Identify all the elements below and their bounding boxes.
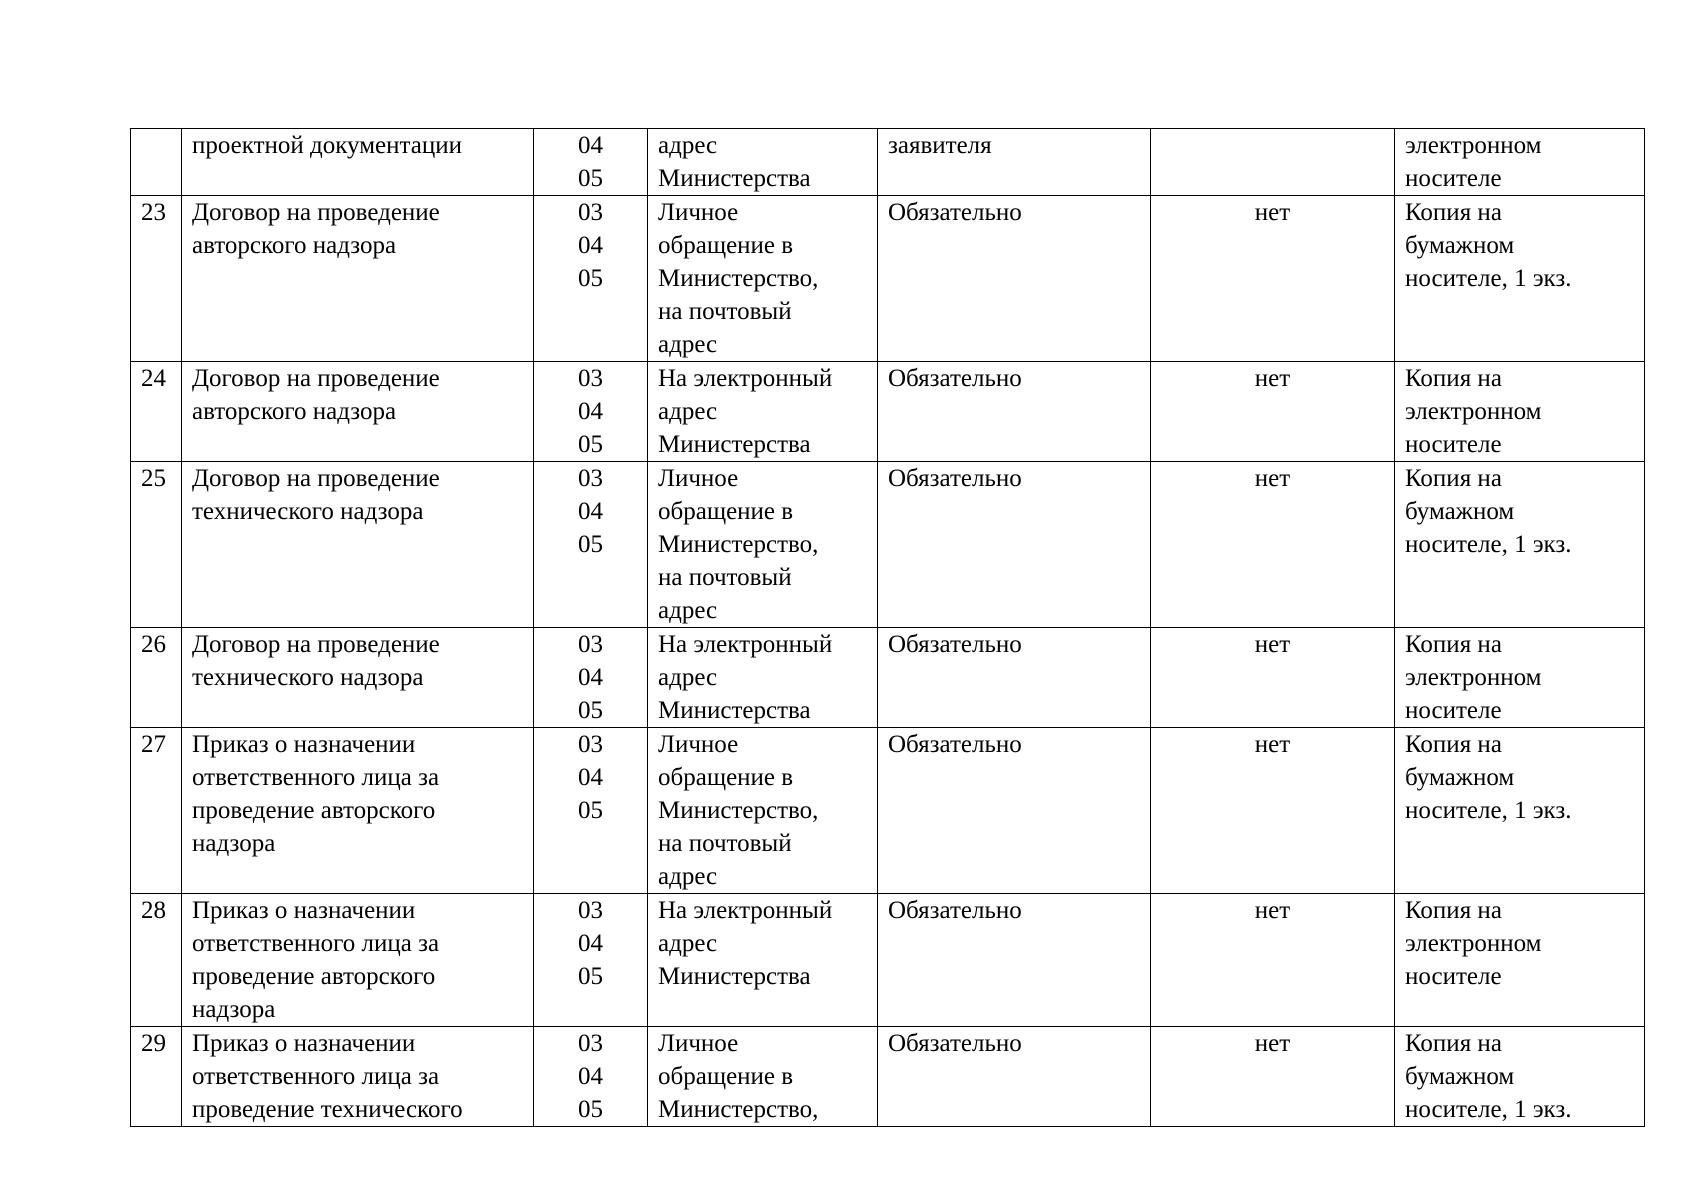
document-name-text: проектной документации: [192, 132, 462, 159]
document-form-text: Копия на бумажном носителе, 1 экз.: [1405, 1030, 1572, 1123]
codes-cell: [534, 196, 648, 362]
document-form-text: Копия на электронном носителе: [1405, 365, 1542, 458]
row-number-text: 26: [141, 631, 166, 658]
row-number-cell: [131, 628, 182, 728]
obligation-text: Обязательно: [888, 365, 1022, 392]
document-name-cell: [182, 1027, 534, 1127]
codes-text: 04 05: [578, 132, 603, 192]
document-form-text: электронном носителе: [1405, 132, 1542, 192]
document-name-cell: [182, 462, 534, 628]
document-name-cell: [182, 129, 534, 196]
codes-text: 03 04 05: [578, 731, 603, 824]
codes-cell: [534, 894, 648, 1027]
document-name-text: Приказ о назначении ответственного лица за проведение авторского надзора: [192, 731, 440, 857]
submission-method-cell: [648, 894, 878, 1027]
document-name-cell: [182, 894, 534, 1027]
codes-cell: [534, 462, 648, 628]
table-row: [131, 628, 1645, 728]
document-form-cell: [1395, 628, 1645, 728]
obligation-text: Обязательно: [888, 465, 1022, 492]
document-form-text: Копия на бумажном носителе, 1 экз.: [1405, 731, 1572, 824]
requirement-text: нет: [1254, 365, 1291, 392]
document-name-text: Приказ о назначении ответственного лица за проведение технического: [192, 1030, 463, 1123]
row-number-text: 25: [141, 465, 166, 492]
requirement-cell: [1151, 628, 1395, 728]
document-name-text: Договор на проведение технического надзора: [192, 465, 440, 525]
codes-text: 03 04 05: [578, 199, 603, 292]
requirement-text: нет: [1254, 199, 1291, 226]
document-name-text: Договор на проведение авторского надзора: [192, 365, 440, 425]
obligation-text: Обязательно: [888, 631, 1022, 658]
document-name-text: Договор на проведение технического надзора: [192, 631, 440, 691]
document-form-cell: [1395, 129, 1645, 196]
codes-cell: [534, 129, 648, 196]
document-name-text: Приказ о назначении ответственного лица за проведение авторского надзора: [192, 897, 440, 1023]
row-number-cell: [131, 196, 182, 362]
submission-method-text: Личное обращение в Министерство, на почтовый адрес: [658, 465, 819, 624]
documents-table: [130, 128, 1645, 1127]
document-form-text: Копия на электронном носителе: [1405, 897, 1542, 990]
submission-method-text: Личное обращение в Министерство, на почтовый адрес: [658, 731, 819, 890]
row-number-text: 23: [141, 199, 166, 226]
obligation-cell: [878, 196, 1151, 362]
obligation-cell: [878, 362, 1151, 462]
requirement-text: нет: [1254, 897, 1291, 924]
codes-text: 03 04 05: [578, 631, 603, 724]
obligation-text: Обязательно: [888, 199, 1022, 226]
table-row: [131, 728, 1645, 894]
obligation-text: Обязательно: [888, 731, 1022, 758]
row-number-text: 29: [141, 1030, 166, 1057]
requirement-cell: [1151, 362, 1395, 462]
table-row: [131, 129, 1645, 196]
submission-method-text: На электронный адрес Министерства: [658, 897, 833, 990]
codes-cell: [534, 628, 648, 728]
requirement-text: нет: [1254, 1030, 1291, 1057]
codes-text: 03 04 05: [578, 365, 603, 458]
codes-cell: [534, 362, 648, 462]
obligation-text: Обязательно: [888, 897, 1022, 924]
codes-text: 03 04 05: [578, 897, 603, 990]
row-number-cell: [131, 728, 182, 894]
document-name-cell: [182, 728, 534, 894]
table-row: [131, 894, 1645, 1027]
obligation-cell: [878, 628, 1151, 728]
document-form-cell: [1395, 462, 1645, 628]
row-number-cell: [131, 894, 182, 1027]
submission-method-cell: [648, 196, 878, 362]
document-form-cell: [1395, 196, 1645, 362]
submission-method-cell: [648, 1027, 878, 1127]
submission-method-text: На электронный адрес Министерства: [658, 631, 833, 724]
row-number-cell: [131, 462, 182, 628]
table-row: [131, 462, 1645, 628]
submission-method-cell: [648, 462, 878, 628]
table-row: [131, 1027, 1645, 1127]
row-number-cell: [131, 1027, 182, 1127]
document-form-cell: [1395, 728, 1645, 894]
codes-cell: [534, 1027, 648, 1127]
row-number-text: 27: [141, 731, 166, 758]
requirement-cell: [1151, 129, 1395, 196]
submission-method-cell: [648, 728, 878, 894]
document-form-text: Копия на электронном носителе: [1405, 631, 1542, 724]
requirement-cell: [1151, 728, 1395, 894]
row-number-cell: [131, 129, 182, 196]
row-number-cell: [131, 362, 182, 462]
table-row: [131, 196, 1645, 362]
requirement-cell: [1151, 196, 1395, 362]
obligation-cell: [878, 894, 1151, 1027]
submission-method-text: На электронный адрес Министерства: [658, 365, 833, 458]
submission-method-cell: [648, 362, 878, 462]
requirement-cell: [1151, 894, 1395, 1027]
table-row: [131, 362, 1645, 462]
requirement-text: нет: [1254, 731, 1291, 758]
submission-method-cell: [648, 129, 878, 196]
obligation-cell: [878, 1027, 1151, 1127]
submission-method-text: Личное обращение в Министерство,: [658, 1030, 819, 1123]
row-number-text: 24: [141, 365, 166, 392]
document-form-cell: [1395, 362, 1645, 462]
obligation-cell: [878, 462, 1151, 628]
document-form-cell: [1395, 1027, 1645, 1127]
document-form-text: Копия на бумажном носителе, 1 экз.: [1405, 199, 1572, 292]
requirement-text: нет: [1254, 631, 1291, 658]
codes-cell: [534, 728, 648, 894]
document-form-text: Копия на бумажном носителе, 1 экз.: [1405, 465, 1572, 558]
codes-text: 03 04 05: [578, 1030, 603, 1123]
obligation-text: Обязательно: [888, 1030, 1022, 1057]
document-name-text: Договор на проведение авторского надзора: [192, 199, 440, 259]
requirement-cell: [1151, 462, 1395, 628]
document-name-cell: [182, 362, 534, 462]
document-name-cell: [182, 628, 534, 728]
document-name-cell: [182, 196, 534, 362]
submission-method-text: Личное обращение в Министерство, на почтовый адрес: [658, 199, 819, 358]
row-number-text: 28: [141, 897, 166, 924]
codes-text: 03 04 05: [578, 465, 603, 558]
requirement-text: нет: [1254, 465, 1291, 492]
obligation-cell: [878, 728, 1151, 894]
submission-method-text: адрес Министерства: [658, 132, 811, 192]
submission-method-cell: [648, 628, 878, 728]
obligation-cell: [878, 129, 1151, 196]
table-body: [131, 129, 1645, 1127]
obligation-text: заявителя: [888, 132, 992, 159]
requirement-cell: [1151, 1027, 1395, 1127]
document-form-cell: [1395, 894, 1645, 1027]
